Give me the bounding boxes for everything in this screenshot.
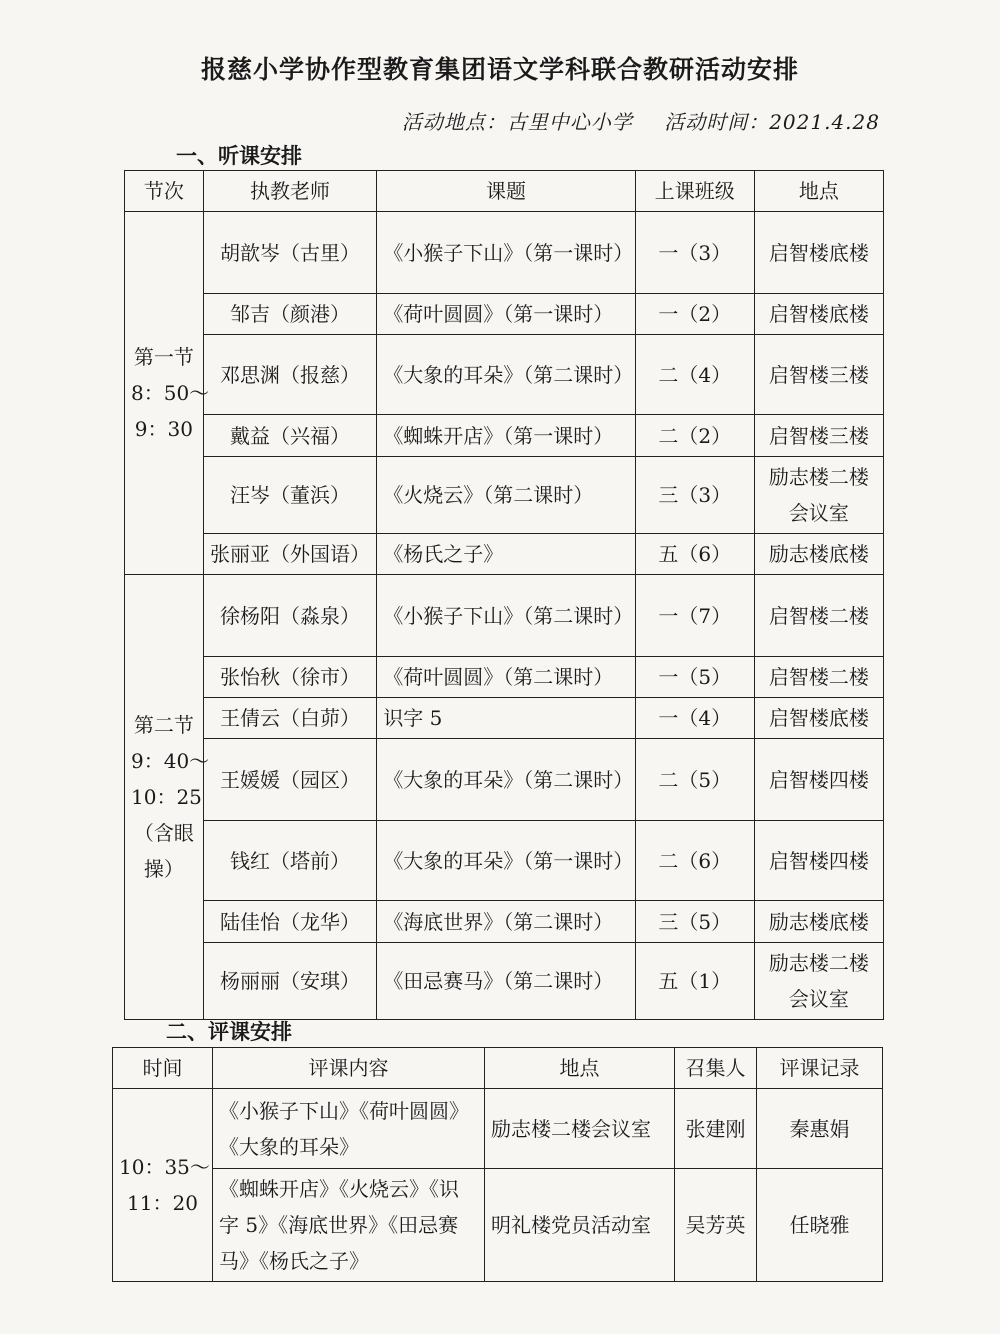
document-title: 报慈小学协作型教育集团语文学科联合教研活动安排 (200, 55, 799, 84)
table-row (125, 212, 884, 294)
header-content: 评课内容 (213, 1048, 485, 1089)
teacher-cell: 邓思渊（报慈） (203, 335, 377, 415)
class-cell: 二（2） (635, 415, 754, 457)
header-recorder: 评课记录 (757, 1048, 883, 1089)
session-1-time-start: 8：50～ (131, 381, 210, 405)
place-cell: 励志楼底楼 (754, 534, 883, 575)
class-cell: 一（2） (635, 294, 754, 335)
topic-cell: 《小猴子下山》（第一课时） (377, 212, 635, 294)
header-session: 节次 (125, 171, 204, 212)
place-cell: 启智楼四楼 (754, 821, 883, 901)
teacher-cell: 胡歆岑（古里） (203, 212, 377, 294)
place-cell: 励志楼二楼会议室 (754, 457, 883, 534)
table-row (125, 698, 884, 739)
teacher-cell: 汪岑（董浜） (203, 457, 377, 534)
class-cell: 一（4） (635, 698, 754, 739)
topic-cell: 《火烧云》（第二课时） (377, 457, 635, 534)
topic-cell: 《蜘蛛开店》（第一课时） (377, 415, 635, 457)
teacher-cell: 戴益（兴福） (203, 415, 377, 457)
table-row (125, 575, 884, 657)
table-row (125, 294, 884, 335)
topic-cell: 《小猴子下山》（第二课时） (377, 575, 635, 657)
class-cell: 五（1） (635, 943, 754, 1020)
topic-cell: 《荷叶圆圆》（第一课时） (377, 294, 635, 335)
convener-cell: 张建刚 (675, 1089, 757, 1169)
table-row (113, 1089, 883, 1169)
teacher-cell: 邹吉（颜港） (203, 294, 377, 335)
table-row (125, 657, 884, 698)
class-cell: 二（4） (635, 335, 754, 415)
review-time-end: 11：20 (127, 1191, 198, 1215)
table-row (125, 534, 884, 575)
table-row (113, 1169, 883, 1282)
class-cell: 五（6） (635, 534, 754, 575)
topic-cell: 识字 5 (377, 698, 635, 739)
activity-location: 活动地点：古里中心小学 (401, 110, 633, 134)
activity-time: 活动时间：2021.4.28 (664, 110, 880, 134)
header-place: 地点 (754, 171, 883, 212)
place-cell: 启智楼二楼 (754, 657, 883, 698)
class-cell: 三（3） (635, 457, 754, 534)
table-row (125, 901, 884, 943)
place-cell: 启智楼底楼 (754, 698, 883, 739)
class-cell: 一（5） (635, 657, 754, 698)
teacher-cell: 王倩云（白茆） (203, 698, 377, 739)
teacher-cell: 陆佳怡（龙华） (203, 901, 377, 943)
review-place-cell: 明礼楼党员活动室 (485, 1169, 675, 1282)
teacher-cell: 王媛媛（园区） (203, 739, 377, 821)
topic-cell: 《大象的耳朵》（第一课时） (377, 821, 635, 901)
class-cell: 一（3） (635, 212, 754, 294)
review-place-cell: 励志楼二楼会议室 (485, 1089, 675, 1169)
header-convener: 召集人 (675, 1048, 757, 1089)
topic-cell: 《海底世界》（第二课时） (377, 901, 635, 943)
convener-cell: 吴芳英 (675, 1169, 757, 1282)
place-cell: 启智楼四楼 (754, 739, 883, 821)
review-time-cell (113, 1089, 213, 1282)
table-row (125, 943, 884, 1020)
place-cell: 启智楼底楼 (754, 212, 883, 294)
place-cell: 启智楼三楼 (754, 415, 883, 457)
teacher-cell: 钱红（塔前） (203, 821, 377, 901)
session-1-time-end: 9：30 (134, 417, 193, 441)
review-schedule-table (112, 1047, 883, 1282)
place-cell: 励志楼二楼会议室 (754, 943, 883, 1020)
header-topic: 课题 (377, 171, 635, 212)
class-cell: 二（5） (635, 739, 754, 821)
recorder-cell: 任晓雅 (757, 1169, 883, 1282)
place-cell: 启智楼底楼 (754, 294, 883, 335)
session-2-name: 第二节 (133, 713, 194, 737)
teacher-cell: 张怡秋（徐市） (203, 657, 377, 698)
table-header-row (113, 1048, 883, 1089)
topic-cell: 《大象的耳朵》（第二课时） (377, 739, 635, 821)
table-row (125, 739, 884, 821)
class-cell: 二（6） (635, 821, 754, 901)
review-content-cell: 《小猴子下山》《荷叶圆圆》《大象的耳朵》 (213, 1089, 485, 1169)
table-row (125, 415, 884, 457)
class-cell: 一（7） (635, 575, 754, 657)
review-content-cell: 《蜘蛛开店》《火烧云》《识字 5》《海底世界》《田忌赛马》《杨氏之子》 (213, 1169, 485, 1282)
header-place: 地点 (485, 1048, 675, 1089)
place-cell: 启智楼二楼 (754, 575, 883, 657)
table-row (125, 821, 884, 901)
topic-cell: 《大象的耳朵》（第二课时） (377, 335, 635, 415)
table-row (125, 335, 884, 415)
session-2-time-end: 10：25 (131, 785, 202, 809)
lesson-schedule-table (124, 170, 884, 1020)
session-1-cell (125, 212, 210, 575)
session-2-note-2: 操） (143, 857, 184, 881)
class-cell: 三（5） (635, 901, 754, 943)
header-time: 时间 (113, 1048, 213, 1089)
section-heading-review: 二、评课安排 (166, 1020, 292, 1044)
header-teacher: 执教老师 (203, 171, 377, 212)
session-1-name: 第一节 (133, 345, 194, 369)
activity-meta (378, 106, 880, 135)
place-cell: 启智楼三楼 (754, 335, 883, 415)
table-header-row (125, 171, 884, 212)
place-cell: 励志楼底楼 (754, 901, 883, 943)
topic-cell: 《杨氏之子》 (377, 534, 635, 575)
topic-cell: 《荷叶圆圆》（第二课时） (377, 657, 635, 698)
review-time-start: 10：35～ (119, 1155, 210, 1179)
teacher-cell: 张丽亚（外国语） (203, 534, 377, 575)
session-2-time-start: 9：40～ (131, 749, 210, 773)
teacher-cell: 徐杨阳（淼泉） (203, 575, 377, 657)
table-row (125, 457, 884, 534)
topic-cell: 《田忌赛马》（第二课时） (377, 943, 635, 1020)
header-class: 上课班级 (635, 171, 754, 212)
recorder-cell: 秦惠娟 (757, 1089, 883, 1169)
session-2-note-1: （含眼 (133, 821, 194, 845)
teacher-cell: 杨丽丽（安琪） (203, 943, 377, 1020)
section-heading-lessons: 一、听课安排 (176, 144, 302, 168)
session-2-cell (125, 575, 210, 1020)
